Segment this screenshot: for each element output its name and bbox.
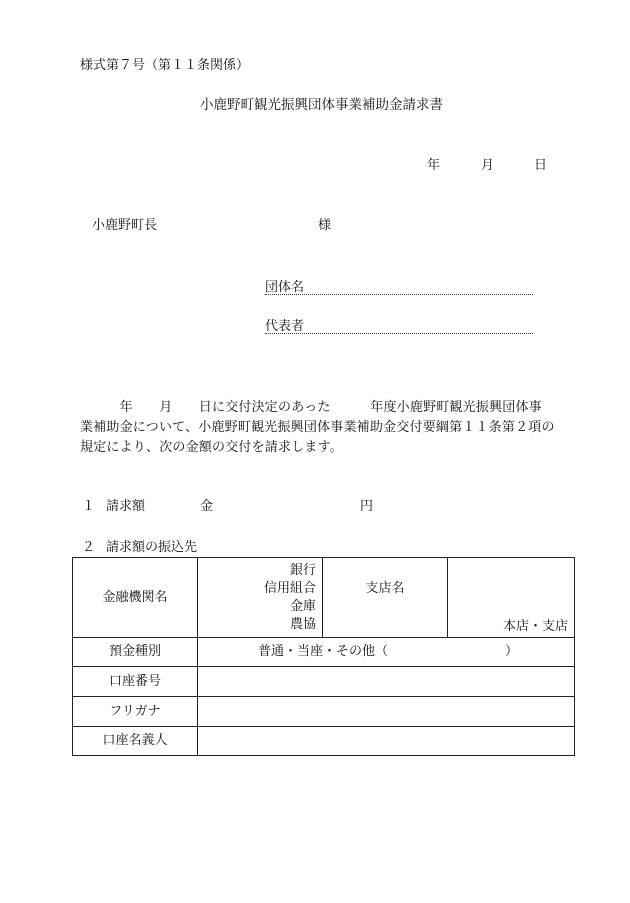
branch-label: 支店名 (365, 581, 405, 596)
bank-type-option: 信用組合 (263, 580, 316, 596)
deposit-type-label: 預金種別 (108, 644, 161, 659)
table-row (73, 667, 575, 697)
representative-label: 代表者 (265, 319, 305, 334)
amount-suffix: 円 (360, 499, 374, 514)
section2-label: 請求額の振込先 (106, 540, 198, 555)
table-row (73, 697, 575, 727)
table-row (73, 638, 575, 667)
form-number: 様式第７号（第１１条関係） (80, 58, 250, 73)
account-number-cell[interactable] (198, 667, 575, 697)
body-line: 年 月 日に交付決定のあった 年度小鹿野町観光振興団体事 (80, 400, 542, 415)
date-year: 年 (427, 158, 441, 173)
addressee-name: 小鹿野町長 (92, 218, 158, 233)
bank-type-option: 金庫 (289, 598, 316, 614)
account-number-label-cell (73, 667, 198, 697)
representative-line[interactable] (265, 333, 533, 334)
deposit-type-options: 普通・当座・その他（ ） (258, 644, 519, 659)
body-line: 規定により、次の金額の交付を請求します。 (80, 440, 343, 455)
amount-prefix: 金 (200, 499, 214, 514)
bank-type-option: 銀行 (289, 562, 316, 578)
addressee-honorific: 様 (318, 218, 332, 233)
document-title: 小鹿野町観光振興団体事業補助金請求書 (200, 97, 443, 113)
group-name-label: 団体名 (265, 280, 305, 295)
table-row (73, 727, 575, 756)
section1-number: １ (82, 499, 96, 514)
furigana-cell[interactable] (198, 697, 575, 727)
branch-type-option: 本店・支店 (502, 619, 568, 634)
account-holder-cell[interactable] (198, 727, 575, 756)
account-holder-label-cell (73, 727, 198, 756)
institution-label-cell (73, 558, 198, 638)
branch-type-cell[interactable] (448, 558, 575, 638)
branch-label-cell (323, 558, 448, 638)
group-name-line[interactable] (265, 294, 533, 295)
furigana-label: フリガナ (109, 703, 161, 719)
bank-type-option: 農協 (289, 616, 316, 632)
section2-number: ２ (82, 540, 96, 555)
section1-label: 請求額 (106, 499, 146, 514)
request-body-text (80, 398, 560, 458)
institution-label: 金融機関名 (102, 589, 168, 605)
bank-type-cell[interactable] (198, 558, 323, 638)
bank-transfer-table (72, 557, 575, 756)
table-row (73, 558, 575, 638)
body-line: 業補助金について、小鹿野町観光振興団体事業補助金交付要綱第１１条第２項の (80, 420, 555, 435)
deposit-type-cell[interactable] (198, 638, 575, 667)
account-number-label: 口座番号 (108, 673, 161, 689)
furigana-label-cell (73, 697, 198, 727)
date-month: 月 (481, 158, 495, 173)
deposit-type-label-cell (73, 638, 198, 667)
account-holder-label: 口座名義人 (102, 733, 168, 748)
date-day: 日 (534, 158, 548, 173)
